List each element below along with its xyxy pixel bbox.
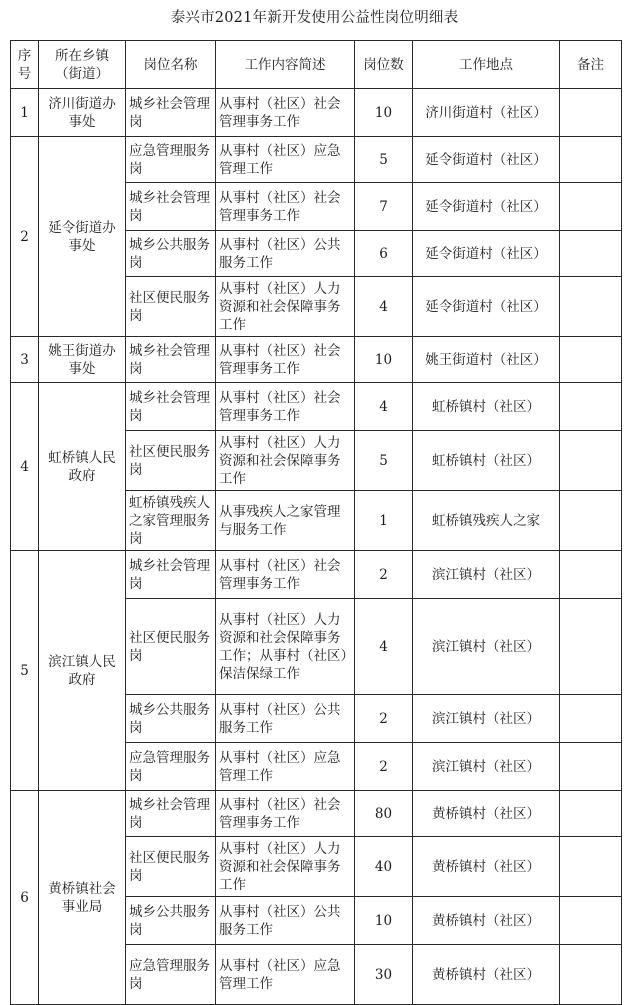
position-count-cell: 6 (355, 231, 413, 277)
table-body (11, 89, 622, 1005)
remark-cell (560, 599, 622, 695)
work-location-cell: 延令街道村（社区） (413, 183, 560, 231)
position-count-cell: 2 (355, 695, 413, 743)
remark-cell (560, 837, 622, 897)
position-count-cell: 5 (355, 137, 413, 183)
work-location-cell: 济川街道村（社区） (413, 89, 560, 137)
job-description-cell: 从事村（社区）社会管理事务工作 (216, 383, 355, 431)
header-cell: 备注 (560, 41, 622, 89)
position-name-cell: 城乡公共服务岗 (126, 231, 216, 277)
job-description-cell: 从事村（社区）公共服务工作 (216, 231, 355, 277)
job-description-cell: 从事村（社区）应急管理工作 (216, 137, 355, 183)
remark-cell (560, 137, 622, 183)
town-cell: 黄桥镇社会事业局 (39, 791, 126, 1005)
table-row (11, 89, 622, 137)
position-count-cell: 10 (355, 337, 413, 383)
job-description-cell: 从事村（社区）人力资源和社会保障事务工作 (216, 431, 355, 491)
job-table (10, 40, 622, 1005)
job-description-cell: 从事残疾人之家管理与服务工作 (216, 491, 355, 551)
job-description-cell: 从事村（社区）社会管理事务工作 (216, 183, 355, 231)
work-location-cell: 虹桥镇村（社区） (413, 431, 560, 491)
page-title: 泰兴市2021年新开发使用公益性岗位明细表 (170, 10, 459, 26)
work-location-cell: 滨江镇村（社区） (413, 695, 560, 743)
remark-cell (560, 337, 622, 383)
position-count-cell: 7 (355, 183, 413, 231)
position-count-cell: 10 (355, 89, 413, 137)
position-count-cell: 2 (355, 743, 413, 791)
job-description-cell: 从事村（社区）人力资源和社会保障事务工作；从事村（社区）保洁保绿工作 (216, 599, 355, 695)
row-number: 3 (11, 337, 39, 383)
position-count-cell: 30 (355, 945, 413, 1005)
remark-cell (560, 743, 622, 791)
work-location-cell: 滨江镇村（社区） (413, 743, 560, 791)
position-name-cell: 社区便民服务岗 (126, 837, 216, 897)
town-cell: 滨江镇人民政府 (39, 551, 126, 791)
position-name-cell: 城乡社会管理岗 (126, 183, 216, 231)
position-name-cell: 城乡社会管理岗 (126, 791, 216, 837)
position-name-cell: 城乡社会管理岗 (126, 383, 216, 431)
position-count-cell: 4 (355, 277, 413, 337)
row-number: 2 (11, 137, 39, 337)
header-row (11, 41, 622, 89)
town-cell: 延令街道办事处 (39, 137, 126, 337)
town-cell: 济川街道办事处 (39, 89, 126, 137)
work-location-cell: 滨江镇村（社区） (413, 551, 560, 599)
position-name-cell: 虹桥镇残疾人之家管理服务岗 (126, 491, 216, 551)
job-description-cell: 从事村（社区）社会管理事务工作 (216, 89, 355, 137)
position-name-cell: 应急管理服务岗 (126, 945, 216, 1005)
position-count-cell: 5 (355, 431, 413, 491)
header-cell: 工作内容简述 (216, 41, 355, 89)
town-cell: 虹桥镇人民政府 (39, 383, 126, 551)
work-location-cell: 黄桥镇村（社区） (413, 897, 560, 945)
remark-cell (560, 551, 622, 599)
work-location-cell: 虹桥镇残疾人之家 (413, 491, 560, 551)
position-name-cell: 社区便民服务岗 (126, 599, 216, 695)
job-description-cell: 从事村（社区）社会管理事务工作 (216, 551, 355, 599)
position-name-cell: 社区便民服务岗 (126, 277, 216, 337)
position-count-cell: 2 (355, 551, 413, 599)
position-count-cell: 10 (355, 897, 413, 945)
job-description-cell: 从事村（社区）应急管理工作 (216, 743, 355, 791)
work-location-cell: 黄桥镇村（社区） (413, 791, 560, 837)
row-number: 5 (11, 551, 39, 791)
job-description-cell: 从事村（社区）公共服务工作 (216, 897, 355, 945)
remark-cell (560, 431, 622, 491)
header-cell: 序号 (11, 41, 39, 89)
position-name-cell: 城乡社会管理岗 (126, 551, 216, 599)
row-number: 4 (11, 383, 39, 551)
row-number: 6 (11, 791, 39, 1005)
job-description-cell: 从事村（社区）人力资源和社会保障事务工作 (216, 837, 355, 897)
remark-cell (560, 695, 622, 743)
position-count-cell: 40 (355, 837, 413, 897)
position-count-cell: 4 (355, 383, 413, 431)
job-description-cell: 从事村（社区）应急管理工作 (216, 945, 355, 1005)
position-name-cell: 城乡公共服务岗 (126, 897, 216, 945)
remark-cell (560, 945, 622, 1005)
job-description-cell: 从事村（社区）社会管理事务工作 (216, 337, 355, 383)
table-row (11, 551, 622, 599)
remark-cell (560, 383, 622, 431)
job-description-cell: 从事村（社区）社会管理事务工作 (216, 791, 355, 837)
work-location-cell: 黄桥镇村（社区） (413, 945, 560, 1005)
job-description-cell: 从事村（社区）公共服务工作 (216, 695, 355, 743)
work-location-cell: 姚王街道村（社区） (413, 337, 560, 383)
job-description-cell: 从事村（社区）人力资源和社会保障事务工作 (216, 277, 355, 337)
work-location-cell: 滨江镇村（社区） (413, 599, 560, 695)
remark-cell (560, 89, 622, 137)
position-name-cell: 城乡社会管理岗 (126, 89, 216, 137)
table-row (11, 337, 622, 383)
work-location-cell: 虹桥镇村（社区） (413, 383, 560, 431)
table-row (11, 137, 622, 183)
table-row (11, 383, 622, 431)
work-location-cell: 黄桥镇村（社区） (413, 837, 560, 897)
position-name-cell: 城乡社会管理岗 (126, 337, 216, 383)
position-name-cell: 应急管理服务岗 (126, 137, 216, 183)
position-name-cell: 应急管理服务岗 (126, 743, 216, 791)
header-cell: 岗位数 (355, 41, 413, 89)
remark-cell (560, 897, 622, 945)
table-row (11, 791, 622, 837)
work-location-cell: 延令街道村（社区） (413, 137, 560, 183)
remark-cell (560, 183, 622, 231)
remark-cell (560, 277, 622, 337)
position-name-cell: 社区便民服务岗 (126, 431, 216, 491)
position-count-cell: 4 (355, 599, 413, 695)
remark-cell (560, 231, 622, 277)
position-count-cell: 1 (355, 491, 413, 551)
header-cell: 所在乡镇（街道） (39, 41, 126, 89)
town-cell: 姚王街道办事处 (39, 337, 126, 383)
work-location-cell: 延令街道村（社区） (413, 231, 560, 277)
remark-cell (560, 491, 622, 551)
position-count-cell: 80 (355, 791, 413, 837)
position-name-cell: 城乡公共服务岗 (126, 695, 216, 743)
remark-cell (560, 791, 622, 837)
header-cell: 工作地点 (413, 41, 560, 89)
row-number: 1 (11, 89, 39, 137)
work-location-cell: 延令街道村（社区） (413, 277, 560, 337)
header-cell: 岗位名称 (126, 41, 216, 89)
